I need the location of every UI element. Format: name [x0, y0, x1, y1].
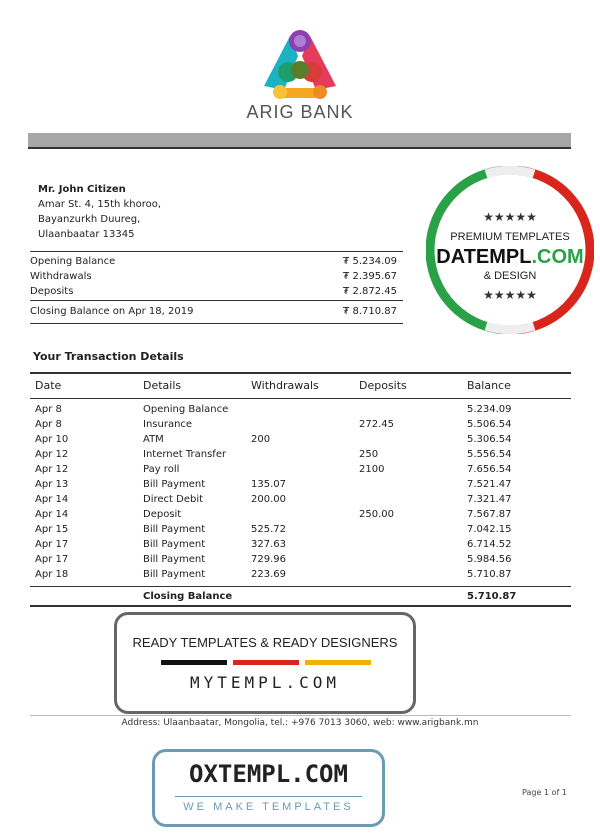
table-row [30, 402, 571, 417]
watermark-subtitle: WE MAKE TEMPLATES [175, 796, 362, 813]
footer-rule [30, 715, 571, 716]
summary-label: Withdrawals [30, 271, 92, 282]
cell-balance: 5.710.87 [467, 569, 512, 580]
summary-value: ₮ 2.395.67 [342, 271, 397, 282]
table-header [30, 374, 571, 398]
header-rule [30, 398, 571, 399]
summary-row-closing [30, 304, 403, 319]
cell-details: Bill Payment [143, 539, 206, 550]
cell-details: Internet Transfer [143, 449, 227, 460]
col-details: Details [143, 379, 182, 392]
customer-address [38, 182, 161, 242]
address-line: Bayanzurkh Duureg, [38, 214, 141, 225]
oxtempl-watermark [152, 749, 385, 827]
cell-date: Apr 13 [35, 479, 69, 490]
cell-balance: 7.321.47 [467, 494, 512, 505]
cell-date: Apr 18 [35, 569, 69, 580]
address-line: Ulaanbaatar 13345 [38, 229, 135, 240]
banner-line1: READY TEMPLATES & READY DESIGNERS [132, 635, 398, 650]
watermark-title: OXTEMPL.COM [189, 760, 348, 788]
col-balance: Balance [467, 379, 511, 392]
bank-name: ARIG BANK [246, 102, 354, 122]
cell-withdrawals: 525.72 [251, 524, 286, 535]
stamp-brand-dot: .COM [531, 246, 584, 268]
cell-deposits: 250 [359, 449, 379, 460]
summary-mid-rule [30, 300, 403, 301]
cell-details: Insurance [143, 419, 193, 430]
table-row [30, 507, 571, 522]
cell-balance: 5.506.54 [467, 419, 512, 430]
table-row [30, 492, 571, 507]
cell-withdrawals: 135.07 [251, 479, 286, 490]
header-bar [28, 133, 571, 149]
cell-details: Bill Payment [143, 524, 206, 535]
table-row [30, 432, 571, 447]
col-withdrawals: Withdrawals [251, 379, 319, 392]
cell-withdrawals: 223.69 [251, 569, 286, 580]
page-number: Page 1 of 1 [522, 788, 567, 797]
cell-details: ATM [143, 434, 164, 445]
cell-date: Apr 17 [35, 554, 69, 565]
stamp-line3: & DESIGN [483, 270, 537, 282]
stamp-stars-top: ★★★★★ [483, 210, 537, 224]
banner-line2: MYTEMPL.COM [190, 673, 340, 692]
table-row [30, 552, 571, 567]
bank-logo-icon [250, 26, 350, 102]
stamp-line1: PREMIUM TEMPLATES [450, 231, 570, 243]
cell-balance: 7.567.87 [467, 509, 512, 520]
cell-details: Bill Payment [143, 479, 206, 490]
cell-balance: 7.042.15 [467, 524, 512, 535]
cell-date: Apr 8 [35, 419, 62, 430]
cell-withdrawals: 729.96 [251, 554, 286, 565]
col-deposits: Deposits [359, 379, 407, 392]
cell-date: Apr 17 [35, 539, 69, 550]
summary-row-deposits [30, 284, 403, 299]
table-row [30, 417, 571, 432]
cell-details: Bill Payment [143, 569, 206, 580]
banner-stripe-gold [305, 660, 371, 665]
cell-deposits: 250.00 [359, 509, 394, 520]
cell-date: Apr 12 [35, 464, 69, 475]
cell-details: Direct Debit [143, 494, 204, 505]
cell-deposits: 2100 [359, 464, 385, 475]
premium-templates-stamp [426, 166, 594, 334]
col-date: Date [35, 379, 62, 392]
summary-value: ₮ 5.234.09 [342, 256, 397, 267]
summary-label: Deposits [30, 286, 74, 297]
stamp-stars-bottom: ★★★★★ [483, 288, 537, 302]
banner-stripe-red [233, 660, 299, 665]
closing-row [30, 589, 571, 604]
cell-date: Apr 15 [35, 524, 69, 535]
cell-balance: 5.306.54 [467, 434, 512, 445]
summary-bottom-rule [30, 323, 403, 324]
cell-withdrawals: 200.00 [251, 494, 286, 505]
table-row [30, 462, 571, 477]
cell-balance: 7.656.54 [467, 464, 512, 475]
table-row [30, 522, 571, 537]
table-row [30, 537, 571, 552]
address-line: Amar St. 4, 15th khoroo, [38, 199, 162, 210]
table-row [30, 447, 571, 462]
summary-value: ₮ 2.872.45 [342, 286, 397, 297]
cell-balance: 7.521.47 [467, 479, 512, 490]
cell-date: Apr 12 [35, 449, 69, 460]
cell-details: Bill Payment [143, 554, 206, 565]
closing-rule [30, 586, 571, 587]
stamp-brand [436, 246, 583, 268]
summary-row-withdrawals [30, 269, 403, 284]
summary-top-rule [30, 251, 403, 252]
summary-label: Opening Balance [30, 256, 116, 267]
cell-withdrawals: 200 [251, 434, 271, 445]
table-bottom-rule [30, 605, 571, 607]
cell-date: Apr 10 [35, 434, 69, 445]
cell-deposits: 272.45 [359, 419, 394, 430]
cell-details: Pay roll [143, 464, 180, 475]
table-row [30, 477, 571, 492]
customer-name: Mr. John Citizen [38, 184, 126, 195]
summary-label: Closing Balance on Apr 18, 2019 [30, 306, 194, 317]
cell-balance: 5.234.09 [467, 404, 512, 415]
closing-label: Closing Balance [143, 591, 233, 602]
summary-row-opening [30, 254, 403, 269]
cell-date: Apr 14 [35, 494, 69, 505]
footer-address: Address: Ulaanbaatar, Mongolia, tel.: +976 7013 3060, web: www.arigbank.mn [121, 718, 479, 728]
cell-withdrawals: 327.63 [251, 539, 286, 550]
cell-details: Opening Balance [143, 404, 229, 415]
summary-closing [30, 304, 403, 319]
cell-balance: 5.556.54 [467, 449, 512, 460]
summary-value: ₮ 8.710.87 [342, 306, 397, 317]
banner-stripe-black [161, 660, 227, 665]
transactions-table [30, 374, 571, 604]
table-row [30, 567, 571, 582]
cell-date: Apr 14 [35, 509, 69, 520]
mytempl-banner [114, 612, 416, 714]
account-summary [30, 254, 403, 299]
transactions-title: Your Transaction Details [33, 350, 184, 363]
cell-details: Deposit [143, 509, 182, 520]
cell-balance: 6.714.52 [467, 539, 512, 550]
closing-value: 5.710.87 [467, 591, 517, 602]
cell-balance: 5.984.56 [467, 554, 512, 565]
stamp-brand-main: DATEMPL [436, 246, 532, 268]
cell-date: Apr 8 [35, 404, 62, 415]
